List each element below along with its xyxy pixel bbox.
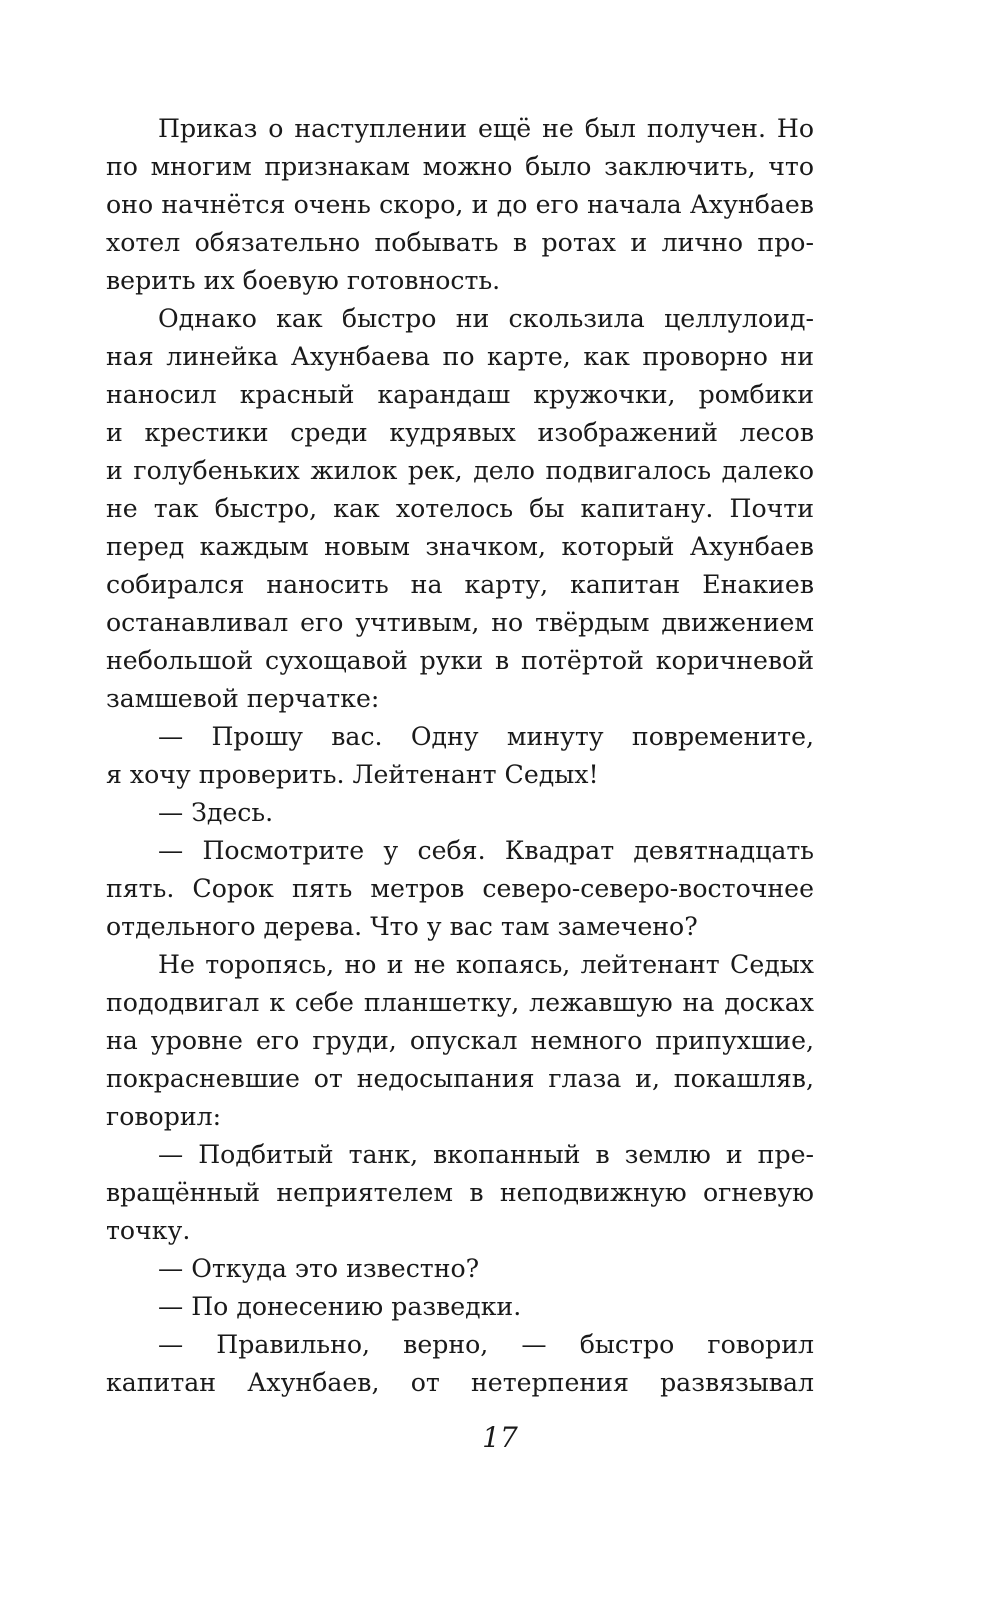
text-line: хотел обязательно побывать в ротах и лично про- [106, 228, 814, 257]
text-line: ная линейка Ахунбаева по карте, как проворно ни [106, 342, 814, 371]
text-line: — Прошу вас. Одну минуту повремените, [158, 722, 814, 751]
text-line: говорил: [106, 1102, 222, 1131]
text-line: — Правильно, верно, — быстро говорил [158, 1330, 814, 1359]
text-line: — Здесь. [158, 798, 274, 827]
text-line: верить их боевую готовность. [106, 266, 501, 295]
text-line: на уровне его груди, опускал немного припухшие, [106, 1026, 814, 1055]
text-line: оно начнётся очень скоро, и до его начала Ахунбаев [106, 190, 814, 219]
text-line: небольшой сухощавой руки в потёртой коричневой [106, 646, 814, 675]
text-line: — Подбитый танк, вкопанный в землю и пре- [158, 1140, 814, 1169]
text-line: пододвигал к себе планшетку, лежавшую на досках [106, 988, 814, 1017]
text-line: капитан Ахунбаев, от нетерпения развязывал [106, 1368, 814, 1397]
text-line: и крестики среди кудрявых изображений лесов [106, 418, 814, 447]
body-text [106, 110, 814, 1402]
text-line: — По донесению разведки. [158, 1292, 522, 1321]
text-line: по многим признакам можно было заключить, что [106, 152, 814, 181]
text-line: замшевой перчатке: [106, 684, 380, 713]
text-line: Приказ о наступлении ещё не был получен. Но [158, 114, 814, 143]
text-line: отдельного дерева. Что у вас там замечено? [106, 912, 698, 941]
text-line: пять. Сорок пять метров северо-северо-восточнее [106, 874, 814, 903]
text-line: останавливал его учтивым, но твёрдым движением [106, 608, 814, 637]
text-line: Однако как быстро ни скользила целлулоид- [158, 304, 814, 333]
text-line: перед каждым новым значком, который Ахунбаев [106, 532, 814, 561]
text-line: я хочу проверить. Лейтенант Седых! [106, 760, 599, 789]
text-line: точку. [106, 1216, 191, 1245]
text-line: Не торопясь, но и не копаясь, лейтенант Седых [158, 950, 814, 979]
text-line: не так быстро, как хотелось бы капитану. Почти [106, 494, 814, 523]
text-line: наносил красный карандаш кружочки, ромбики [106, 380, 814, 409]
page-number: 17 [482, 1421, 518, 1454]
text-line: собирался наносить на карту, капитан Енакиев [106, 570, 814, 599]
text-line: вращённый неприятелем в неподвижную огневую [106, 1178, 814, 1207]
text-line: — Откуда это известно? [158, 1254, 480, 1283]
text-line: — Посмотрите у себя. Квадрат девятнадцать [158, 836, 814, 865]
text-line: и голубеньких жилок рек, дело подвигалось далеко [106, 456, 814, 485]
text-line: покрасневшие от недосыпания глаза и, покашляв, [106, 1064, 814, 1093]
